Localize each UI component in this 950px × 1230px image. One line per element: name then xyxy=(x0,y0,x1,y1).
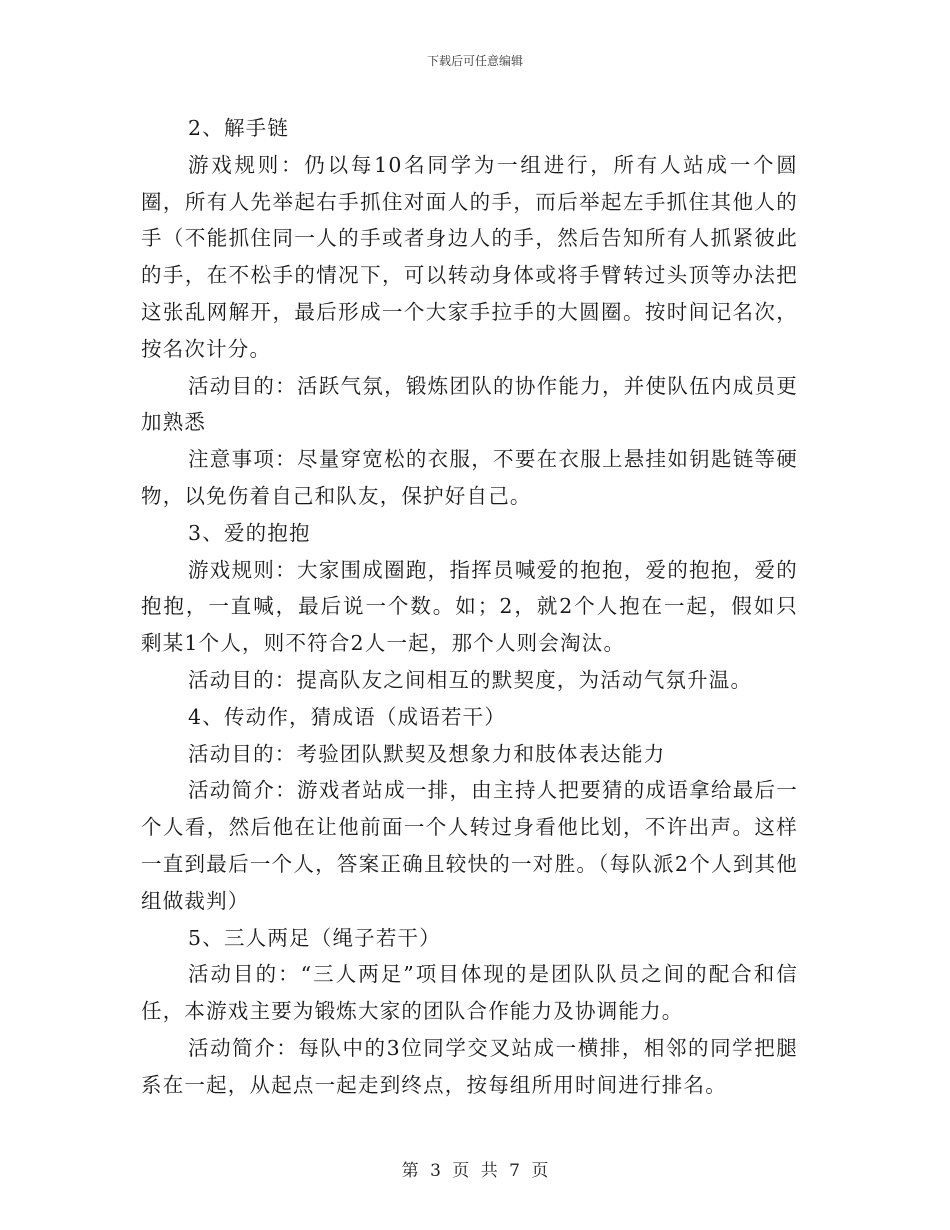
document-body xyxy=(141,110,798,1104)
section-heading-5: 5、三人两足（绳子若干） xyxy=(188,925,441,950)
total-page-count: 7 xyxy=(509,1161,520,1181)
section-heading-4: 4、传动作，猜成语（成语若干） xyxy=(188,704,507,729)
page-footer xyxy=(0,1156,950,1181)
footer-prefix: 第 xyxy=(401,1161,419,1181)
paragraph-notes-2: 注意事项：尽量穿宽松的衣服，不要在衣服上悬挂如钥匙链等硬物，以免伤着自己和队友，保护好自己。 xyxy=(141,447,798,508)
footer-page-word: 页 xyxy=(452,1161,470,1181)
section-heading-3: 3、爱的抱抱 xyxy=(188,520,311,545)
paragraph-purpose-5: 活动目的：“三人两足”项目体现的是团队队员之间的配合和信任，本游戏主要为锻炼大家的团队合作能力及协调能力。 xyxy=(141,962,798,1024)
paragraph-rules-3: 游戏规则：大家围成圈跑，指挥员喊爱的抱抱，爱的抱抱，爱的抱抱，一直喊，最后说一个数。如；2，就2个人抱在一起，假如只剩某1个人，则不符合2人一起，那个人则会淘汰。 xyxy=(141,557,798,656)
footer-total-word: 共 xyxy=(480,1161,498,1181)
section-heading-2: 2、解手链 xyxy=(188,116,290,140)
current-page-number: 3 xyxy=(430,1161,441,1181)
paragraph-purpose-4: 活动目的：考验团队默契及想象力和肢体表达能力 xyxy=(188,741,666,766)
paragraph-purpose-3: 活动目的：提高队友之间相互的默契度，为活动气氛升温。 xyxy=(188,667,753,692)
page-header: 下载后可任意编辑 xyxy=(426,54,523,68)
paragraph-rules-2: 游戏规则：仍以每10名同学为一组进行，所有人站成一个圆圈，所有人先举起右手抓住对面人的手，而后举起左手抓住其他人的手（不能抓住同一人的手或者身边人的手，然后告知所有人抓紧彼此的手，在不松手的情况下，可以转动身体或将手臂转过头顶等办法把这张乱网解开，最后形成一个大家手拉手的大圆圈。按时间记名次，按名次计分。 xyxy=(141,152,798,361)
paragraph-intro-4: 活动简介：游戏者站成一排，由主持人把要猜的成语拿给最后一个人看，然后他在让他前面一个人转过身看他比划，不许出声。这样一直到最后一个人，答案正确且较快的一对胜。（每队派2个人到其他组做裁判） xyxy=(141,778,798,913)
paragraph-purpose-2: 活动目的：活跃气氛，锻炼团队的协作能力，并使队伍内成员更加熟悉 xyxy=(141,373,798,435)
paragraph-intro-5: 活动简介：每队中的3位同学交叉站成一横排，相邻的同学把腿系在一起，从起点一起走到终点，按每组所用时间进行排名。 xyxy=(141,1035,798,1097)
footer-suffix: 页 xyxy=(531,1161,549,1181)
